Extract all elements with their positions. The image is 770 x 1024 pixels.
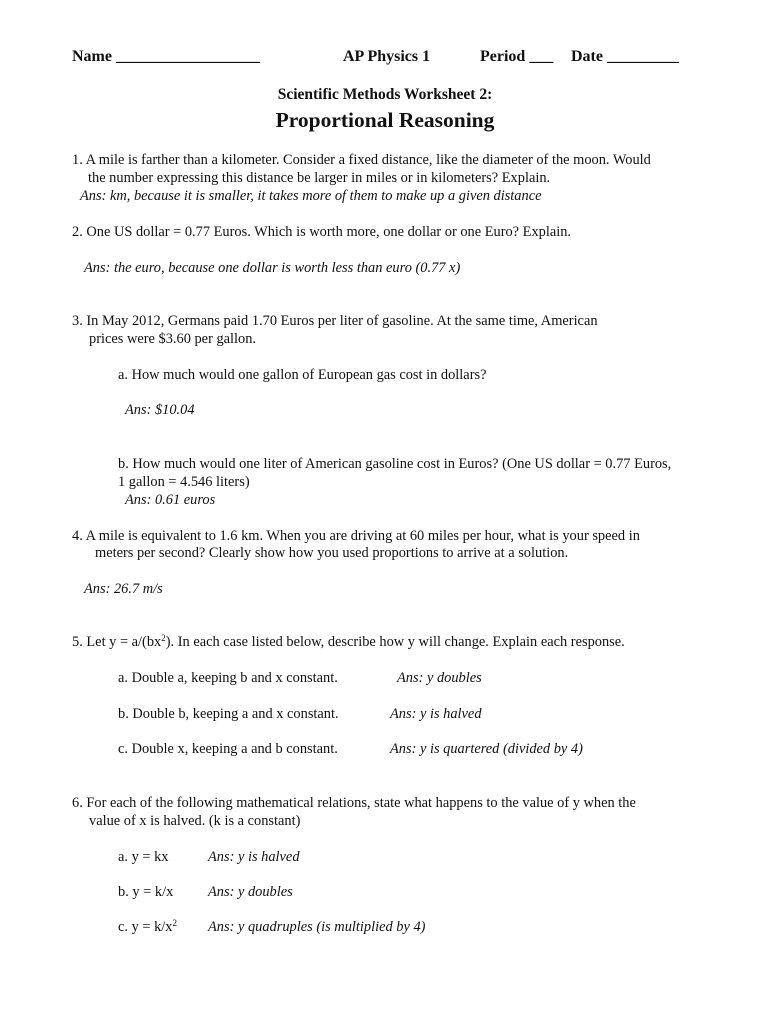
q6c-answer: Ans: y quadruples (is multiplied by 4) xyxy=(208,919,426,935)
q3a-text: a. How much would one gallon of European gas cost in dollars? xyxy=(118,367,487,383)
q6b-answer: Ans: y doubles xyxy=(208,884,293,900)
q5a-text: a. Double a, keeping b and x constant. xyxy=(118,670,338,686)
q5b-answer: Ans: y is halved xyxy=(390,706,482,722)
q5-intro xyxy=(72,633,625,651)
q6-text-line2: value of x is halved. (k is a constant) xyxy=(89,813,301,829)
q3b-text-line2: 1 gallon = 4.546 liters) xyxy=(118,474,250,490)
worksheet-title: Proportional Reasoning xyxy=(275,108,495,132)
q5c-text: c. Double x, keeping a and b constant. xyxy=(118,741,338,757)
q6c-formula: c. y = k/x xyxy=(118,919,173,935)
q5-intro-pre: 5. Let y = a/(bx xyxy=(72,634,162,650)
q4-text-line1: 4. A mile is equivalent to 1.6 km. When you are driving at 60 miles per hour, what is your speed in xyxy=(72,528,640,544)
q6a-text: a. y = kx xyxy=(118,849,169,865)
q3b-text-line1: b. How much would one liter of American gasoline cost in Euros? (One US dollar = 0.77 Euros, xyxy=(118,456,672,472)
period-field[interactable]: Period ___ xyxy=(480,48,554,65)
q5a-answer: Ans: y doubles xyxy=(397,670,482,686)
q3b-answer: Ans: 0.61 euros xyxy=(125,492,216,508)
q6c-text xyxy=(118,918,177,936)
q3a-answer: Ans: $10.04 xyxy=(125,402,195,418)
name-field[interactable]: Name __________________ xyxy=(72,48,260,65)
q5c-answer: Ans: y is quartered (divided by 4) xyxy=(390,741,583,757)
q2-answer: Ans: the euro, because one dollar is worth less than euro (0.77 x) xyxy=(84,260,461,276)
q2-text: 2. One US dollar = 0.77 Euros. Which is worth more, one dollar or one Euro? Explain. xyxy=(72,224,572,240)
q6c-exponent: 2 xyxy=(172,918,177,928)
q3-text-line2: prices were $3.60 per gallon. xyxy=(89,331,257,347)
course-label: AP Physics 1 xyxy=(343,48,431,65)
q6-text-line1: 6. For each of the following mathematical relations, state what happens to the value of y when the xyxy=(72,795,636,811)
q6b-text: b. y = k/x xyxy=(118,884,174,900)
q1-text-line1: 1. A mile is farther than a kilometer. Consider a fixed distance, like the diameter of the moon. Would xyxy=(72,152,651,168)
q3-text-line1: 3. In May 2012, Germans paid 1.70 Euros per liter of gasoline. At the same time, American xyxy=(72,313,598,329)
q5-exponent: 2 xyxy=(161,633,166,643)
worksheet-subtitle: Scientific Methods Worksheet 2: xyxy=(277,86,493,103)
q1-answer: Ans: km, because it is smaller, it takes more of them to make up a given distance xyxy=(80,188,542,204)
date-field[interactable]: Date _________ xyxy=(571,48,679,65)
q5b-text: b. Double b, keeping a and x constant. xyxy=(118,706,339,722)
q4-text-line2: meters per second? Clearly show how you used proportions to arrive at a solution. xyxy=(95,545,569,561)
q1-text-line2: the number expressing this distance be larger in miles or in kilometers? Explain. xyxy=(88,170,551,186)
q5-intro-post: ). In each case listed below, describe how y will change. Explain each response. xyxy=(165,634,625,650)
q4-answer: Ans: 26.7 m/s xyxy=(84,581,163,597)
q6a-answer: Ans: y is halved xyxy=(208,849,300,865)
